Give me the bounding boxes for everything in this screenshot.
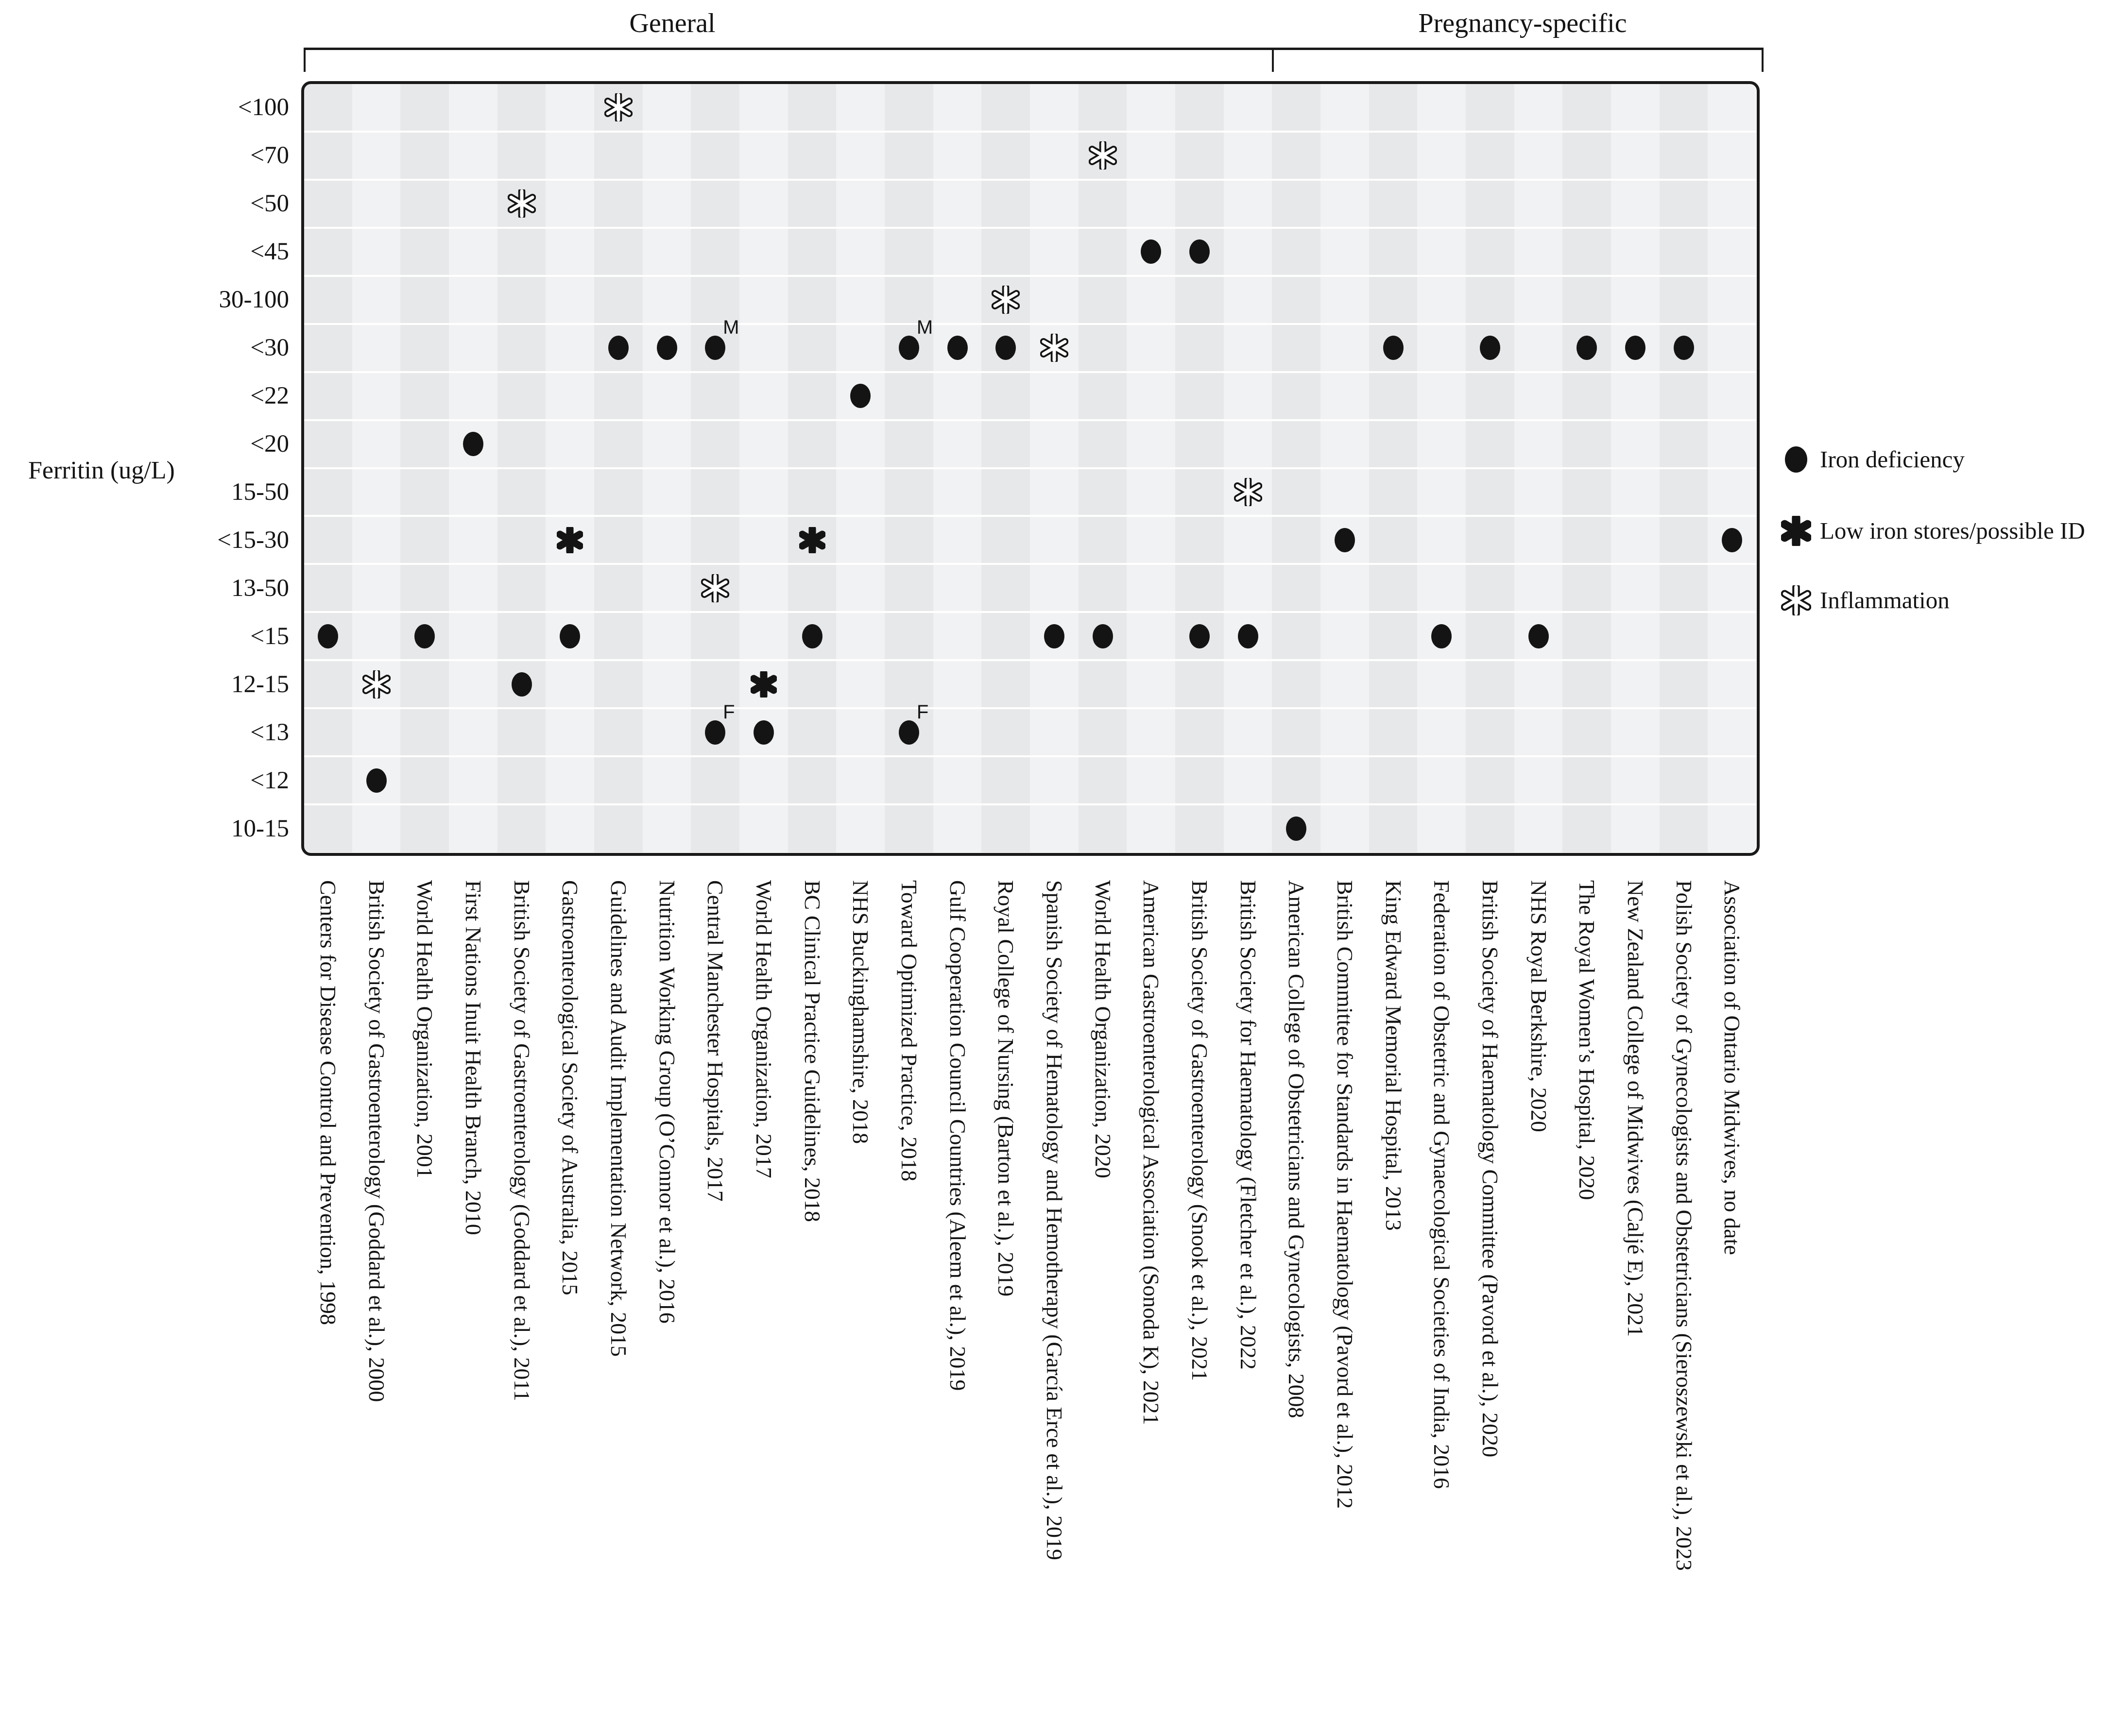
x-tick-label: Royal College of Nursing (Barton et al.), 2019: [994, 880, 1019, 1297]
data-point: [705, 720, 725, 745]
y-tick-label: <12: [250, 766, 289, 794]
x-tick-label: Gastroenterological Society of Australia, 2015: [558, 880, 583, 1295]
row-gridline: [304, 275, 1756, 277]
dot-shape: [802, 624, 823, 648]
x-tick-label: British Committee for Standards in Haematology (Pavord et al.), 2012: [1332, 880, 1357, 1509]
y-tick-label: <15: [250, 622, 289, 650]
y-tick-label: 30-100: [219, 286, 289, 314]
row-gridline: [304, 707, 1756, 709]
y-tick-label: <45: [250, 238, 289, 266]
x-tick-label: King Edward Memorial Hospital, 2013: [1381, 880, 1406, 1231]
data-point: [560, 624, 580, 648]
x-tick-label: Guidelines and Audit Implementation Network, 2015: [606, 880, 631, 1357]
data-point: [899, 336, 919, 360]
dot-shape: [899, 336, 919, 360]
dot-shape: [1480, 336, 1500, 360]
row-gridline: [304, 803, 1756, 805]
data-point: [751, 671, 777, 698]
data-point: [1189, 624, 1210, 648]
data-point: [1093, 624, 1113, 648]
dot-shape: [705, 336, 725, 360]
dot-shape: [512, 672, 532, 697]
y-tick-label: <13: [250, 718, 289, 746]
row-gridline: [304, 467, 1756, 469]
data-point: [992, 286, 1020, 314]
dot-shape: [608, 336, 629, 360]
dot-shape: [318, 624, 338, 648]
row-gridline: [304, 227, 1756, 229]
y-axis-title: Ferritin (ug/L): [28, 457, 175, 484]
data-point: [995, 336, 1016, 360]
legend-asterisk-outline-marker: [1781, 585, 1811, 615]
dot-shape: [850, 384, 871, 408]
y-tick-label: <30: [250, 334, 289, 362]
y-tick-label: <70: [250, 142, 289, 170]
dot-shape: [1528, 624, 1549, 648]
data-point: [1625, 336, 1645, 360]
x-tick-label: The Royal Women’s Hospital, 2020: [1575, 880, 1600, 1200]
data-point: [705, 336, 725, 360]
y-tick-label: <100: [238, 94, 289, 121]
dot-shape: [995, 336, 1016, 360]
group-bracket-line: [304, 48, 1764, 50]
dot-shape: [560, 624, 580, 648]
dot-shape: [1625, 336, 1645, 360]
dot-shape: [899, 720, 919, 745]
x-tick-label: British Society of Gastroenterology (Snook et al.), 2021: [1187, 880, 1212, 1381]
data-point: [1722, 528, 1742, 552]
x-tick-label: First Nations Inuit Health Branch, 2010: [461, 880, 486, 1235]
data-point: [1674, 336, 1694, 360]
dot-shape: [947, 336, 968, 360]
y-tick-label: 10-15: [231, 815, 289, 842]
x-tick-label: Association of Ontario Midwives, no date: [1720, 880, 1745, 1255]
legend-dot-marker: [1785, 446, 1807, 473]
row-gridline: [304, 179, 1756, 181]
data-point: [1238, 624, 1258, 648]
legend-label: Inflammation: [1820, 587, 1950, 613]
x-tick-label: British Society of Gastroenterology (Goddard et al.), 2011: [509, 880, 534, 1401]
legend-label: Low iron stores/possible ID: [1820, 517, 2085, 544]
data-point: [366, 768, 387, 793]
x-tick-label: British Society of Haematology Committee (Pavord et al.), 2020: [1477, 880, 1503, 1458]
row-gridline: [304, 323, 1756, 325]
data-point: [1141, 239, 1161, 264]
dot-shape: [1335, 528, 1355, 552]
x-tick-label: Centers for Disease Control and Prevention, 1998: [315, 880, 341, 1325]
y-tick-label: 13-50: [231, 574, 289, 602]
data-point: [414, 624, 435, 648]
legend-asterisk-solid-marker: [1781, 516, 1811, 546]
x-tick-label: British Society for Haematology (Fletcher et al.), 2022: [1235, 880, 1261, 1370]
y-tick-label: <15-30: [217, 526, 289, 554]
data-point: [1480, 336, 1500, 360]
data-point: [362, 670, 391, 698]
x-tick-label: Spanish Society of Hematology and Hemotherapy (García Erce et al.), 2019: [1042, 880, 1067, 1560]
data-point: [318, 624, 338, 648]
x-tick-label: World Health Organization, 2017: [751, 880, 776, 1178]
data-point: [1335, 528, 1355, 552]
dot-shape: [1722, 528, 1742, 552]
data-point: [463, 432, 483, 456]
legend-label: Iron deficiency: [1820, 446, 1965, 473]
x-tick-label: Central Manchester Hospitals, 2017: [703, 880, 728, 1202]
dot-shape: [1044, 624, 1064, 648]
dot-shape: [1189, 239, 1210, 264]
dot-shape: [705, 720, 725, 745]
x-tick-label: American College of Obstetricians and Gynecologists, 2008: [1284, 880, 1309, 1418]
dot-shape: [463, 432, 483, 456]
x-tick-label: Nutrition Working Group (O’Connor et al.), 2016: [654, 880, 680, 1324]
x-tick-label: New Zealand College of Midwives (Caljé E), 2021: [1623, 880, 1648, 1337]
data-point: [899, 720, 919, 745]
dot-shape: [754, 720, 774, 745]
y-tick-label: <22: [250, 382, 289, 410]
row-gridline: [304, 371, 1756, 373]
dot-shape: [657, 336, 677, 360]
row-gridline: [304, 755, 1756, 757]
data-point: [1577, 336, 1597, 360]
dot-shape: [414, 624, 435, 648]
row-gridline: [304, 419, 1756, 421]
point-superscript: M: [723, 317, 739, 339]
x-tick-label: BC Clinical Practice Guidelines, 2018: [800, 880, 825, 1222]
y-tick-label: <50: [250, 190, 289, 218]
row-gridline: [304, 131, 1756, 133]
row-gridline: [304, 563, 1756, 565]
y-tick-label: <20: [250, 430, 289, 458]
group-label-pregnancy-specific: Pregnancy-specific: [1418, 8, 1627, 38]
dot-shape: [1383, 336, 1404, 360]
data-point: [1383, 336, 1404, 360]
data-point: [604, 93, 633, 121]
data-point: [1089, 141, 1117, 170]
plot-area: [304, 84, 1756, 852]
row-gridline: [304, 611, 1756, 613]
data-point: [947, 336, 968, 360]
data-point: [1528, 624, 1549, 648]
row-gridline: [304, 515, 1756, 517]
x-tick-label: World Health Organization, 2001: [412, 880, 438, 1178]
dot-shape: [1785, 446, 1807, 473]
x-tick-label: Federation of Obstetric and Gynaecological Societies of India, 2016: [1429, 880, 1455, 1489]
data-point: [512, 672, 532, 697]
dot-shape: [1141, 239, 1161, 264]
x-tick-label: NHS Royal Berkshire, 2020: [1526, 880, 1551, 1132]
dot-shape: [1238, 624, 1258, 648]
point-superscript: F: [723, 701, 735, 723]
data-point: [1234, 478, 1262, 506]
point-superscript: M: [916, 317, 933, 339]
dot-shape: [1674, 336, 1694, 360]
data-point: [1040, 334, 1068, 362]
data-point: [802, 624, 823, 648]
x-tick-label: Polish Society of Gynecologists and Obstetricians (Sieroszewski et al.), 2023: [1671, 880, 1697, 1571]
dot-shape: [1093, 624, 1113, 648]
group-label-general: General: [629, 8, 716, 38]
data-point: [1044, 624, 1064, 648]
dot-shape: [1189, 624, 1210, 648]
x-tick-label: World Health Organization, 2020: [1090, 880, 1115, 1178]
data-point: [850, 384, 871, 408]
y-tick-label: 15-50: [231, 478, 289, 506]
data-point: [508, 189, 536, 218]
x-tick-label: American Gastroenterological Association (Sonoda K), 2021: [1139, 880, 1164, 1425]
point-superscript: F: [916, 701, 929, 723]
y-tick-label: 12-15: [231, 670, 289, 698]
dot-shape: [1431, 624, 1452, 648]
dot-shape: [366, 768, 387, 793]
x-tick-label: NHS Buckinghamshire, 2018: [848, 880, 874, 1144]
data-point: [1431, 624, 1452, 648]
row-gridline: [304, 659, 1756, 661]
data-point: [1189, 239, 1210, 264]
data-point: [608, 336, 629, 360]
data-point: [799, 527, 825, 553]
data-point: [701, 574, 729, 602]
group-bracket-tick-left: [304, 48, 306, 72]
data-point: [754, 720, 774, 745]
x-tick-label: Toward Optimized Practice, 2018: [896, 880, 922, 1182]
dot-shape: [1577, 336, 1597, 360]
group-bracket-tick-middle: [1272, 48, 1274, 72]
x-tick-label: British Society of Gastroenterology (Goddard et al.), 2000: [364, 880, 389, 1402]
data-point: [657, 336, 677, 360]
data-point: [1286, 817, 1306, 841]
x-tick-label: Gulf Cooperation Council Countries (Aleem et al.), 2019: [945, 880, 970, 1391]
data-point: [557, 527, 583, 553]
group-bracket-tick-right: [1762, 48, 1764, 72]
dot-shape: [1286, 817, 1306, 841]
